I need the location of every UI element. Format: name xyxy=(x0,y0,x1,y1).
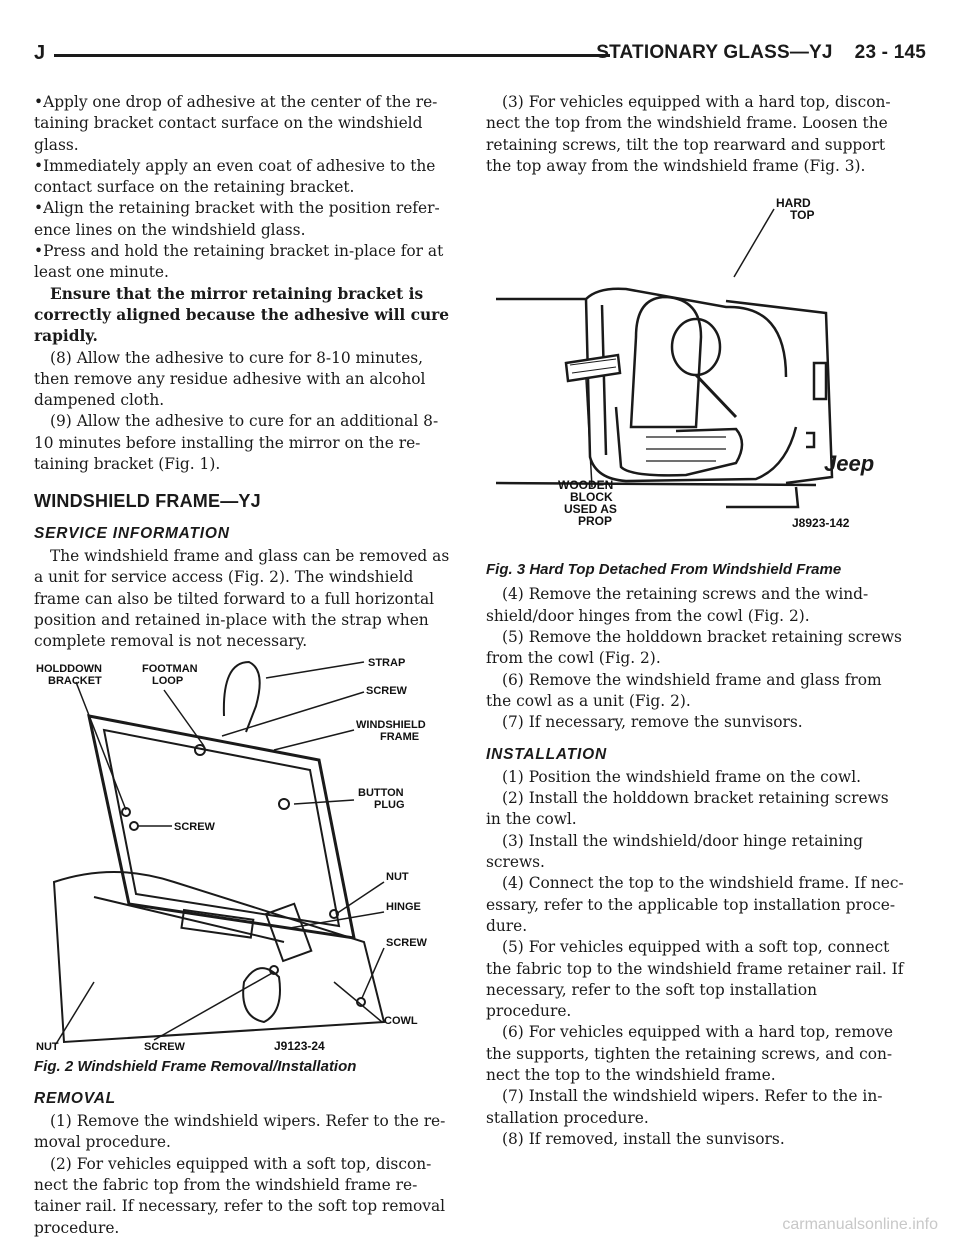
removal-step: (4) Remove the retaining screws and the wind-shield/door hinges from the cowl (Fig. 2). xyxy=(486,585,869,625)
removal-step-3: (3) For vehicles equipped with a hard top, discon-nect the top from the windshield frame. Loosen the retaining screws, tilt the top rearward and support the top away from the windshield frame (Fig. 3). xyxy=(486,93,891,175)
label-screw-mid: SCREW xyxy=(174,821,215,834)
label-nut-right: NUT xyxy=(386,871,409,884)
label-hard-2: TOP xyxy=(790,208,815,223)
bullet-item: •Apply one drop of adhesive at the center of the re-taining bracket contact surface on the windshield glass. xyxy=(34,93,438,154)
installation-heading: INSTALLATION xyxy=(486,745,607,763)
bullet-item: •Press and hold the retaining bracket in-place for at least one minute. xyxy=(34,242,444,282)
removal-step: (2) For vehicles equipped with a soft top, discon-nect the fabric top from the windshield frame re-tainer rail. If necessary, refer to the soft top removal procedure. xyxy=(34,1154,446,1237)
install-step: (3) Install the windshield/door hinge retaining screws. xyxy=(486,831,864,872)
warning-text: Ensure that the mirror retaining bracket is correctly aligned because the adhesive will cure rapidly. xyxy=(34,284,450,346)
bullet-text: Align the retaining bracket with the position refer-ence lines on the windshield glass. xyxy=(34,199,440,239)
removal-step: (5) Remove the holddown bracket retaining screws from the cowl (Fig. 2). xyxy=(486,628,902,668)
label-windshield-1: WINDSHIELD xyxy=(356,719,426,732)
bullet-text: Immediately apply an even coat of adhesive to the contact surface on the retaining bracket. xyxy=(34,156,436,197)
label-nut-bottom: NUT xyxy=(36,1041,59,1054)
label-hinge: HINGE xyxy=(386,901,421,914)
header-rule xyxy=(54,54,610,57)
bullet-text: Apply one drop of adhesive at the center of the re-taining bracket contact surface on the windshield glass. xyxy=(34,93,438,154)
header-letter: J xyxy=(34,42,46,64)
watermark: carmanualsonline.info xyxy=(782,1216,938,1233)
label-windshield-2: FRAME xyxy=(380,731,420,744)
step-9: (9) Allow the adhesive to cure for an additional 8-10 minutes before installing the mirror on the re-taining bracket (Fig. 1). xyxy=(34,412,439,474)
bullet-item: •Immediately apply an even coat of adhesive to the contact surface on the retaining bracket. xyxy=(34,156,436,197)
figure-2-caption: Fig. 2 Windshield Frame Removal/Installation xyxy=(34,1058,357,1076)
label-holddown-2: BRACKET xyxy=(48,675,102,688)
label-button-1: BUTTON xyxy=(358,787,404,800)
bullet-item: •Align the retaining bracket with the position refer-ence lines on the windshield glass. xyxy=(34,199,440,239)
removal-heading: REMOVAL xyxy=(34,1089,116,1107)
figure-code: J8923-142 xyxy=(792,516,850,531)
install-step: (1) Position the windshield frame on the cowl. xyxy=(502,767,862,786)
label-screw-top: SCREW xyxy=(366,685,407,698)
figure-code: J9123-24 xyxy=(274,1039,325,1054)
bullet-text: Press and hold the retaining bracket in-place for at least one minute. xyxy=(34,242,444,282)
install-step: (6) For vehicles equipped with a hard top, remove the supports, tighten the retaining screws, and con-nect the top to the windshield frame. xyxy=(486,1023,894,1085)
install-step: (5) For vehicles equipped with a soft top, connect the fabric top to the windshield frame retainer rail. If necessary, refer to the soft top installation procedure. xyxy=(486,938,904,1021)
right-column xyxy=(486,92,906,1150)
label-button-2: PLUG xyxy=(374,799,405,812)
page-header xyxy=(34,42,926,68)
step-8: (8) Allow the adhesive to cure for 8-10 minutes, then remove any residue adhesive with an alcohol dampened cloth. xyxy=(34,348,426,410)
windshield-frame-illustration xyxy=(34,652,454,1054)
install-step: (7) Install the windshield wipers. Refer to the in-stallation procedure. xyxy=(486,1087,883,1127)
jeep-logo: Jeep xyxy=(824,451,875,477)
service-info-text: The windshield frame and glass can be removed as a unit for service access (Fig. 2). The windshield frame can also be tilted forward to a full horizontal position and retained in-place with the strap when complete removal is not necessary. xyxy=(34,546,450,651)
label-footman-1: FOOTMAN xyxy=(142,663,198,676)
label-block-3: USED AS xyxy=(564,502,617,517)
label-block-1: WOODEN xyxy=(558,478,614,493)
label-holddown-1: HOLDDOWN xyxy=(36,663,102,676)
left-column xyxy=(34,92,454,1239)
install-step: (4) Connect the top to the windshield frame. If nec-essary, refer to the applicable top installation proce-dure. xyxy=(486,874,904,935)
label-block-2: BLOCK xyxy=(570,490,613,505)
label-strap: STRAP xyxy=(368,657,406,670)
section-heading: WINDSHIELD FRAME—YJ xyxy=(34,491,261,512)
header-section-title: STATIONARY GLASS—YJ xyxy=(596,42,833,63)
header-title xyxy=(596,42,926,64)
service-info-heading: SERVICE INFORMATION xyxy=(34,524,230,542)
header-page-number: 23 - 145 xyxy=(854,42,926,63)
label-screw-bottom: SCREW xyxy=(144,1041,185,1054)
label-cowl: COWL xyxy=(384,1015,418,1028)
label-hard-1: HARD xyxy=(776,196,811,211)
install-step: (2) Install the holddown bracket retaining screws in the cowl. xyxy=(486,789,889,829)
removal-step: (1) Remove the windshield wipers. Refer to the re-moval procedure. xyxy=(34,1112,446,1152)
label-footman-2: LOOP xyxy=(152,675,184,688)
label-block-4: PROP xyxy=(578,514,613,529)
install-step: (8) If removed, install the sunvisors. xyxy=(502,1129,785,1148)
label-screw-right: SCREW xyxy=(386,937,427,950)
removal-step: (6) Remove the windshield frame and glass from the cowl as a unit (Fig. 2). xyxy=(486,670,882,710)
removal-step: (7) If necessary, remove the sunvisors. xyxy=(502,713,803,732)
hard-top-illustration xyxy=(486,187,906,557)
figure-3-caption: Fig. 3 Hard Top Detached From Windshield Frame xyxy=(486,561,842,579)
